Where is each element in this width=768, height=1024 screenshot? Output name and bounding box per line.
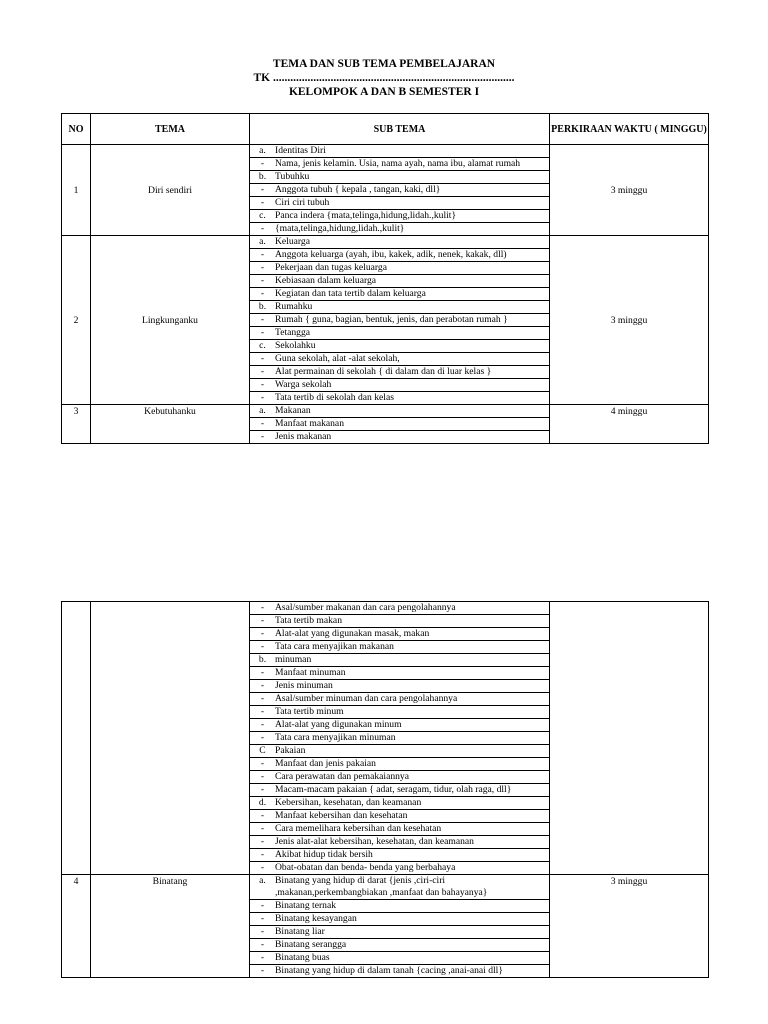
sub-theme-item bbox=[250, 628, 550, 641]
sub-theme-text: Binatang liar bbox=[275, 926, 325, 937]
sub-theme-item bbox=[250, 197, 550, 210]
sub-theme-text: Kebersihan, kesehatan, dan keamanan bbox=[275, 797, 422, 808]
sub-theme-item bbox=[250, 719, 550, 732]
sub-theme-marker: - bbox=[260, 849, 265, 860]
sub-theme-text: Asal/sumber makanan dan cara pengolahannya bbox=[275, 602, 456, 613]
sub-theme-text: Asal/sumber minuman dan cara pengolahannya bbox=[275, 693, 458, 704]
sub-theme-text: Cara perawatan dan pemakaiannya bbox=[275, 771, 409, 782]
sub-theme-item bbox=[250, 340, 550, 353]
sub-theme-marker: - bbox=[260, 823, 265, 834]
sub-theme-text: Tata tertib makan bbox=[275, 615, 342, 626]
sub-theme-marker: - bbox=[260, 965, 265, 976]
sub-theme-marker: a. bbox=[259, 405, 266, 416]
sub-theme-text: Alat-alat yang digunakan minum bbox=[275, 719, 402, 730]
sub-theme-marker: - bbox=[260, 275, 265, 286]
sub-theme-marker: a. bbox=[259, 145, 266, 156]
sub-theme-text: Makanan bbox=[275, 405, 311, 416]
table-row bbox=[62, 236, 709, 249]
sub-theme-item bbox=[250, 784, 550, 797]
sub-theme-text: Anggota tubuh { kepala , tangan, kaki, dll} bbox=[275, 184, 441, 195]
sub-theme-item bbox=[250, 418, 550, 431]
sub-theme-text: Tata cara menyajikan makanan bbox=[275, 641, 394, 652]
sub-theme-marker: - bbox=[260, 353, 265, 364]
sub-theme-text: Tata tertib di sekolah dan kelas bbox=[275, 392, 394, 403]
sub-theme-text: Tata cara menyajikan minuman bbox=[275, 732, 396, 743]
sub-theme-item bbox=[250, 680, 550, 693]
sub-theme-marker: d. bbox=[258, 797, 267, 808]
sub-theme-text: Pekerjaan dan tugas keluarga bbox=[275, 262, 387, 273]
sub-theme-marker: - bbox=[260, 615, 265, 626]
sub-theme-item bbox=[250, 771, 550, 784]
sub-theme-item bbox=[250, 223, 550, 236]
sub-theme-item bbox=[250, 314, 550, 327]
sub-theme-item bbox=[250, 732, 550, 745]
sub-theme-marker: a. bbox=[259, 236, 266, 247]
sub-theme-item bbox=[250, 615, 550, 628]
sub-theme-marker: c. bbox=[259, 210, 266, 221]
sub-theme-item bbox=[250, 405, 550, 418]
sub-theme-marker: - bbox=[260, 184, 265, 195]
sub-theme-text: Ciri ciri tubuh bbox=[275, 197, 330, 208]
sub-theme-marker: - bbox=[260, 628, 265, 639]
sub-theme-item bbox=[250, 693, 550, 706]
sub-theme-marker: - bbox=[260, 758, 265, 769]
sub-theme-marker: - bbox=[260, 862, 265, 873]
sub-theme-text: Sekolahku bbox=[275, 340, 316, 351]
header-no: NO bbox=[62, 114, 91, 145]
theme-name: Kebutuhanku bbox=[91, 405, 250, 444]
theme-name: Diri sendiri bbox=[91, 145, 250, 236]
sub-theme-text: Binatang serangga bbox=[275, 939, 347, 950]
school-name-line: TK .................................................................................... bbox=[253, 72, 515, 84]
sub-theme-text: Manfaat dan jenis pakaian bbox=[275, 758, 376, 769]
sub-theme-text: Kebiasaan dalam keluarga bbox=[275, 275, 377, 286]
sub-theme-text: Anggota keluarga (ayah, ibu, kakek, adik, nenek, kakak, dll) bbox=[275, 249, 507, 260]
theme-number: 3 bbox=[62, 405, 91, 444]
sub-theme-text: Pakaian bbox=[275, 745, 306, 756]
sub-theme-marker: b. bbox=[258, 301, 267, 312]
sub-theme-marker: - bbox=[260, 771, 265, 782]
sub-theme-item bbox=[250, 836, 550, 849]
sub-theme-marker: - bbox=[260, 197, 265, 208]
sub-theme-item bbox=[250, 849, 550, 862]
sub-theme-marker: - bbox=[260, 913, 265, 924]
sub-theme-marker: C bbox=[259, 745, 266, 756]
header-perkiraan-waktu: PERKIRAAN WAKTU ( MINGGU) bbox=[550, 114, 709, 145]
document-title: TEMA DAN SUB TEMA PEMBELAJARAN bbox=[272, 58, 496, 70]
theme-number: 4 bbox=[62, 875, 91, 978]
sub-theme-item bbox=[250, 926, 550, 939]
sub-theme-item bbox=[250, 249, 550, 262]
theme-number: 1 bbox=[62, 145, 91, 236]
sub-theme-text: Warga sekolah bbox=[275, 379, 332, 390]
sub-theme-text: Kegiatan dan tata tertib dalam keluarga bbox=[275, 288, 426, 299]
sub-theme-marker: - bbox=[260, 680, 265, 691]
sub-theme-item bbox=[250, 158, 550, 171]
sub-theme-item bbox=[250, 288, 550, 301]
estimated-duration: 3 minggu bbox=[550, 236, 709, 405]
theme-table-page-1 bbox=[61, 113, 709, 444]
theme-table-page-2 bbox=[61, 601, 709, 978]
sub-theme-marker: - bbox=[260, 952, 265, 963]
sub-theme-text: Binatang buas bbox=[275, 952, 330, 963]
theme-name bbox=[91, 602, 250, 875]
sub-theme-marker: c. bbox=[259, 340, 266, 351]
sub-theme-item bbox=[250, 379, 550, 392]
table-row bbox=[62, 405, 709, 418]
sub-theme-item bbox=[250, 758, 550, 771]
sub-theme-text: minuman bbox=[275, 654, 312, 665]
sub-theme-item bbox=[250, 210, 550, 223]
sub-theme-marker: - bbox=[260, 900, 265, 911]
sub-theme-item bbox=[250, 875, 550, 900]
sub-theme-text: Binatang ternak bbox=[275, 900, 337, 911]
sub-theme-text: Tetangga bbox=[275, 327, 311, 338]
sub-theme-item bbox=[250, 392, 550, 405]
sub-theme-item bbox=[250, 952, 550, 965]
estimated-duration: 3 minggu bbox=[550, 875, 709, 978]
sub-theme-marker: - bbox=[260, 327, 265, 338]
sub-theme-marker: - bbox=[260, 262, 265, 273]
sub-theme-item bbox=[250, 823, 550, 836]
sub-theme-marker: - bbox=[260, 719, 265, 730]
sub-theme-item bbox=[250, 862, 550, 875]
sub-theme-marker: - bbox=[260, 693, 265, 704]
sub-theme-marker: - bbox=[260, 158, 265, 169]
table-row bbox=[62, 875, 709, 900]
sub-theme-text: Jenis minuman bbox=[275, 680, 333, 691]
sub-theme-item bbox=[250, 641, 550, 654]
sub-theme-marker: - bbox=[260, 706, 265, 717]
theme-name: Binatang bbox=[91, 875, 250, 978]
sub-theme-item bbox=[250, 262, 550, 275]
sub-theme-marker: - bbox=[260, 288, 265, 299]
estimated-duration bbox=[550, 602, 709, 875]
sub-theme-text: Binatang kesayangan bbox=[275, 913, 357, 924]
sub-theme-item bbox=[250, 275, 550, 288]
header-sub-tema: SUB TEMA bbox=[250, 114, 550, 145]
sub-theme-text: Manfaat minuman bbox=[275, 667, 346, 678]
sub-theme-text: Guna sekolah, alat -alat sekolah, bbox=[275, 353, 400, 364]
sub-theme-item bbox=[250, 654, 550, 667]
sub-theme-marker: - bbox=[260, 314, 265, 325]
sub-theme-marker: - bbox=[260, 939, 265, 950]
sub-theme-text: Rumahku bbox=[275, 301, 313, 312]
table-row bbox=[62, 602, 709, 615]
sub-theme-marker: a. bbox=[259, 875, 266, 886]
sub-theme-marker: - bbox=[260, 667, 265, 678]
sub-theme-marker: - bbox=[260, 810, 265, 821]
sub-theme-item bbox=[250, 965, 550, 978]
sub-theme-item bbox=[250, 236, 550, 249]
estimated-duration: 3 minggu bbox=[550, 145, 709, 236]
header-tema: TEMA bbox=[91, 114, 250, 145]
sub-theme-item bbox=[250, 745, 550, 758]
sub-theme-marker: - bbox=[260, 379, 265, 390]
estimated-duration: 4 minggu bbox=[550, 405, 709, 444]
sub-theme-item bbox=[250, 327, 550, 340]
document-subtitle: KELOMPOK A DAN B SEMESTER I bbox=[288, 86, 480, 98]
sub-theme-text: Jenis makanan bbox=[275, 431, 332, 442]
sub-theme-marker: - bbox=[260, 732, 265, 743]
sub-theme-marker: - bbox=[260, 836, 265, 847]
sub-theme-item bbox=[250, 900, 550, 913]
sub-theme-item bbox=[250, 171, 550, 184]
sub-theme-text: Identitas Diri bbox=[275, 145, 326, 156]
sub-theme-item bbox=[250, 353, 550, 366]
sub-theme-item bbox=[250, 184, 550, 197]
sub-theme-marker: - bbox=[260, 926, 265, 937]
sub-theme-marker: - bbox=[260, 392, 265, 403]
sub-theme-marker: - bbox=[260, 602, 265, 613]
sub-theme-text: Rumah { guna, bagian, bentuk, jenis, dan perabotan rumah } bbox=[275, 314, 508, 325]
sub-theme-text: Macam-macam pakaian { adat, seragam, tidur, olah raga, dll} bbox=[275, 784, 512, 795]
sub-theme-text: Tubuhku bbox=[275, 171, 310, 182]
sub-theme-item bbox=[250, 366, 550, 379]
sub-theme-marker: - bbox=[260, 431, 265, 442]
sub-theme-text: Keluarga bbox=[275, 236, 310, 247]
sub-theme-item bbox=[250, 431, 550, 444]
sub-theme-text: Cara memelihara kebersihan dan kesehatan bbox=[275, 823, 442, 834]
sub-theme-text: Akibat hidup tidak bersih bbox=[275, 849, 373, 860]
sub-theme-marker: - bbox=[260, 641, 265, 652]
sub-theme-text: Manfaat kebersihan dan kesehatan bbox=[275, 810, 408, 821]
theme-name: Lingkunganku bbox=[91, 236, 250, 405]
sub-theme-item bbox=[250, 913, 550, 926]
sub-theme-text: Panca indera {mata,telinga,hidung,lidah.,kulit} bbox=[275, 210, 457, 221]
sub-theme-text: {mata,telinga,hidung,lidah.,kulit} bbox=[275, 223, 405, 234]
sub-theme-item bbox=[250, 706, 550, 719]
sub-theme-marker: b. bbox=[258, 171, 267, 182]
sub-theme-text: Manfaat makanan bbox=[275, 418, 344, 429]
sub-theme-item bbox=[250, 602, 550, 615]
sub-theme-marker: b. bbox=[258, 654, 267, 665]
table-row bbox=[62, 145, 709, 158]
sub-theme-text: Nama, jenis kelamin. Usia, nama ayah, nama ibu, alamat rumah bbox=[275, 158, 521, 169]
theme-number: 2 bbox=[62, 236, 91, 405]
sub-theme-item bbox=[250, 810, 550, 823]
sub-theme-text: Obat-obatan dan benda- benda yang berbahaya bbox=[275, 862, 456, 873]
sub-theme-item bbox=[250, 301, 550, 314]
sub-theme-item bbox=[250, 145, 550, 158]
sub-theme-text: Tata tertib minum bbox=[275, 706, 344, 717]
theme-number bbox=[62, 602, 91, 875]
sub-theme-text: Binatang yang hidup di dalam tanah {cacing ,anai-anai dll} bbox=[275, 965, 503, 976]
sub-theme-item bbox=[250, 667, 550, 680]
sub-theme-marker: - bbox=[260, 249, 265, 260]
sub-theme-marker: - bbox=[260, 418, 265, 429]
sub-theme-item bbox=[250, 939, 550, 952]
sub-theme-marker: - bbox=[260, 223, 265, 234]
sub-theme-text: Jenis alat-alat kebersihan, kesehatan, dan keamanan bbox=[275, 836, 474, 847]
sub-theme-text: Alat permainan di sekolah { di dalam dan di luar kelas } bbox=[275, 366, 492, 377]
sub-theme-text: Alat-alat yang digunakan masak, makan bbox=[275, 628, 430, 639]
sub-theme-item bbox=[250, 797, 550, 810]
sub-theme-text: Binatang yang hidup di darat {jenis ,ciri-ciri ,makanan,perkembangbiakan ,manfaat dan bahayanya} bbox=[275, 875, 488, 898]
sub-theme-marker: - bbox=[260, 366, 265, 377]
sub-theme-marker: - bbox=[260, 784, 265, 795]
